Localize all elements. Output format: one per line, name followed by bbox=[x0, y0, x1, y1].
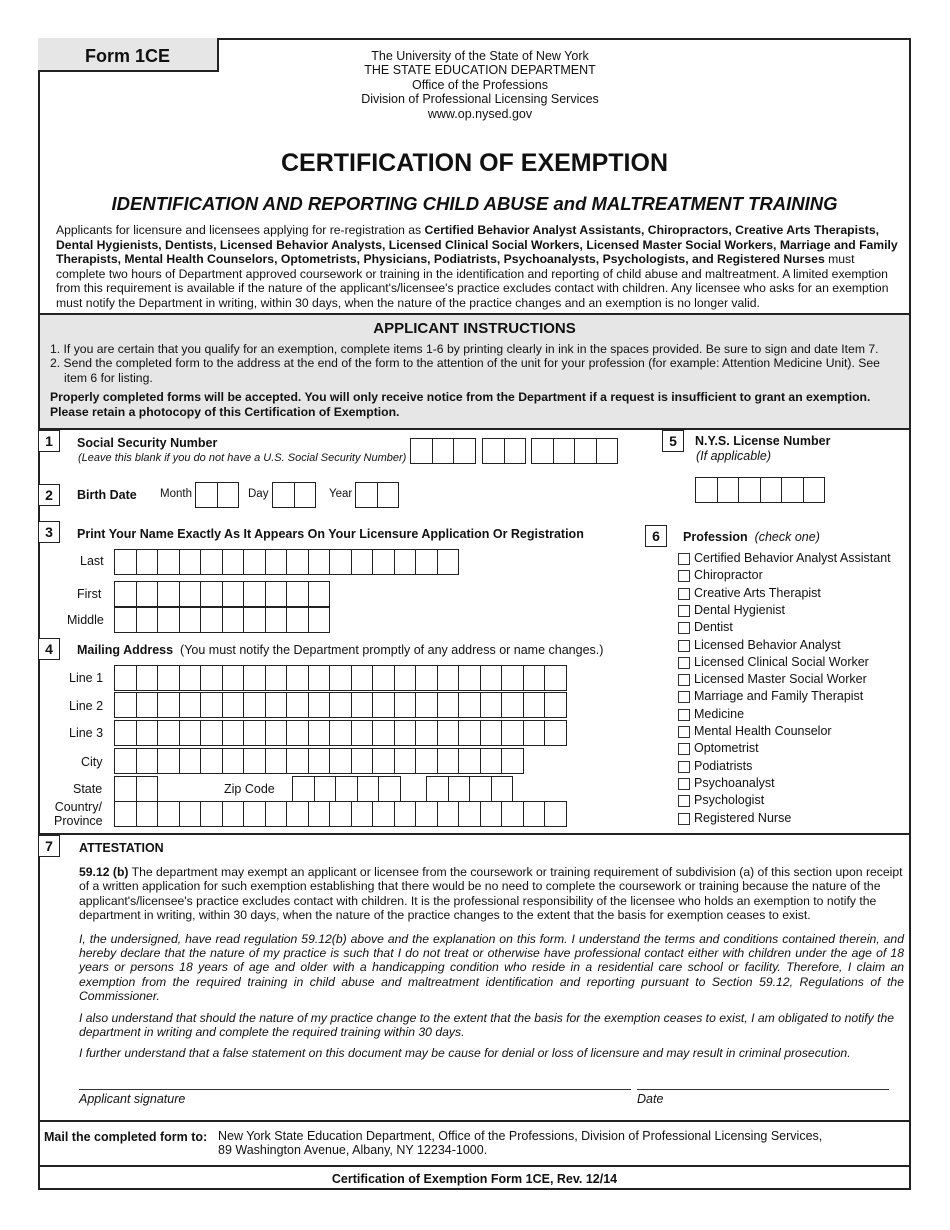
country-label bbox=[54, 800, 103, 828]
declaration-paragraph: I further understand that a false statement on this document may be cause for denial or loss of licensure and may result in criminal prosecution. bbox=[79, 1046, 851, 1061]
declaration-paragraph: I, the undersigned, have read regulation 59.12(b) above and the explanation on this form. I understand the terms and conditions contained therein, and hereby declare that the nature of my practice is such that I do not treat or otherwise have professional contact either with children under the age of 18 years or persons 18 years of age and older with a handicapping condition who reside in a residential care school or facility. Therefore, I claim an exemption from the required training in child abuse and maltreatment identification and reporting pursuant to Section 59.12, Regulations of the Commissioner. bbox=[79, 931, 904, 1004]
profession-option-label: Podiatrists bbox=[694, 758, 753, 773]
profession-option-label: Marriage and Family Therapist bbox=[694, 689, 864, 704]
last-name-input[interactable] bbox=[114, 549, 459, 575]
ssn-note: (Leave this blank if you do not have a U.S. Social Security Number) bbox=[78, 452, 407, 464]
declaration-paragraph: I also understand that should the nature of my practice change to the extent that the basis for the exemption ceases to exist, I am obligated to notify the department in writing and complete the required training within 30 days. bbox=[79, 1010, 895, 1040]
profession-label: Profession bbox=[683, 530, 748, 544]
date-line[interactable] bbox=[637, 1089, 889, 1090]
last-name-label: Last bbox=[80, 554, 104, 568]
item-number: 7 bbox=[38, 835, 60, 857]
agency-website[interactable]: www.op.nysed.gov bbox=[427, 106, 533, 121]
first-name-input[interactable] bbox=[114, 581, 330, 607]
instructions-notice: Properly completed forms will be accepted. You will only receive notice from the Department if a request is insufficient to grant an exemption. Please retain a photocopy of this Certification of Exemption. bbox=[50, 390, 871, 419]
regulation-ref: 59.12 (b) bbox=[79, 865, 129, 879]
zip-code-input[interactable] bbox=[292, 776, 401, 802]
regulation-text bbox=[79, 865, 904, 923]
state-label: State bbox=[73, 782, 103, 796]
form-id: Form 1CE bbox=[84, 46, 171, 66]
profession-option-label: Mental Health Counselor bbox=[694, 724, 832, 738]
year-label: Year bbox=[329, 488, 353, 500]
country-label-line: Country/ bbox=[54, 800, 102, 814]
profession-option-label: Optometrist bbox=[694, 741, 759, 756]
profession-checkbox[interactable] bbox=[678, 605, 690, 617]
profession-option-label: Psychoanalyst bbox=[694, 775, 775, 790]
signature-label: Applicant signature bbox=[79, 1092, 186, 1106]
profession-checkbox[interactable] bbox=[678, 709, 690, 721]
item-number: 6 bbox=[645, 525, 667, 547]
mailing-address-heading bbox=[77, 643, 603, 657]
profession-heading bbox=[683, 530, 820, 544]
profession-checkbox[interactable] bbox=[678, 726, 690, 738]
profession-checkbox[interactable] bbox=[678, 778, 690, 790]
birth-month-input[interactable] bbox=[195, 482, 239, 508]
item-number: 1 bbox=[38, 430, 60, 452]
license-note: (If applicable) bbox=[696, 449, 772, 463]
ssn-label: Social Security Number bbox=[77, 436, 218, 450]
address-line2-input[interactable] bbox=[114, 692, 567, 718]
middle-name-input[interactable] bbox=[114, 607, 330, 633]
agency-line: Division of Professional Licensing Services bbox=[361, 92, 599, 107]
name-label: Print Your Name Exactly As It Appears On Your Licensure Application Or Registration bbox=[77, 527, 584, 541]
profession-option-label: Certified Behavior Analyst Assistant bbox=[694, 551, 891, 565]
state-input[interactable] bbox=[114, 776, 158, 802]
form-id-box bbox=[38, 38, 219, 72]
mailing-address-note: (You must notify the Department promptly of any address or name changes.) bbox=[180, 643, 604, 657]
ssn-group-input[interactable] bbox=[482, 438, 526, 464]
first-name-label: First bbox=[77, 587, 102, 601]
footer-text: Certification of Exemption Form 1CE, Rev. 12/14 bbox=[331, 1172, 618, 1186]
profession-option-label: Medicine bbox=[694, 706, 745, 721]
profession-option-label: Dentist bbox=[694, 620, 733, 635]
profession-checkbox[interactable] bbox=[678, 813, 690, 825]
profession-option-label: Dental Hygienist bbox=[694, 602, 786, 617]
profession-checkbox[interactable] bbox=[678, 691, 690, 703]
zip-code-label: Zip Code bbox=[224, 782, 275, 796]
date-label: Date bbox=[637, 1092, 664, 1106]
form-subtitle: IDENTIFICATION AND REPORTING CHILD ABUSE and MALTREATMENT TRAINING bbox=[111, 193, 838, 214]
profession-checkbox[interactable] bbox=[678, 588, 690, 600]
country-label-line: Province bbox=[54, 814, 103, 828]
profession-option-label: Chiropractor bbox=[694, 568, 763, 583]
mailing-address-label: Mailing Address bbox=[77, 643, 174, 657]
profession-note: (check one) bbox=[754, 530, 820, 544]
address-line3-input[interactable] bbox=[114, 720, 567, 746]
agency-line: Office of the Professions bbox=[412, 77, 548, 92]
address-line1-label: Line 1 bbox=[69, 671, 104, 685]
instruction-item: 1. If you are certain that you qualify for an exemption, complete items 1-6 by printing clearly in ink in the spaces provided. Be sure to sign and date Item 7. bbox=[50, 342, 879, 356]
profession-option-label: Licensed Clinical Social Worker bbox=[694, 654, 869, 669]
city-label: City bbox=[81, 755, 103, 769]
city-input[interactable] bbox=[114, 748, 524, 774]
profession-checkbox[interactable] bbox=[678, 761, 690, 773]
ssn-area-input[interactable] bbox=[410, 438, 476, 464]
instructions-heading: APPLICANT INSTRUCTIONS bbox=[373, 320, 576, 337]
item-number: 3 bbox=[38, 521, 60, 543]
address-line1-input[interactable] bbox=[114, 665, 567, 691]
item-number: 5 bbox=[662, 430, 684, 452]
profession-checkbox[interactable] bbox=[678, 640, 690, 652]
profession-option-label: Licensed Master Social Worker bbox=[694, 672, 867, 687]
profession-checkbox[interactable] bbox=[678, 674, 690, 686]
attestation-heading: ATTESTATION bbox=[79, 841, 164, 855]
agency-line: THE STATE EDUCATION DEPARTMENT bbox=[364, 63, 596, 78]
profession-checkbox[interactable] bbox=[678, 553, 690, 565]
item-number: 4 bbox=[38, 638, 60, 660]
ssn-serial-input[interactable] bbox=[531, 438, 618, 464]
regulation-body: The department may exempt an applicant or licensee from the coursework or training requirement of subdivision (a) of this section upon receipt of a written application for such exemption establishing that there would be no need to complete the coursework or training because the nature of the applicant's/licensee's practice excludes contact with children. It is the professional responsibility of the licensee who holds an exemption to notify the department in writing, within 30 days, when the nature of the practice changes to the extent that the basis for exemption ceases to exist. bbox=[79, 865, 903, 923]
agency-block bbox=[300, 49, 660, 121]
mail-address-line: New York State Education Department, Office of the Professions, Division of Professional Licensing Services, bbox=[218, 1129, 823, 1143]
profession-option-label: Licensed Behavior Analyst bbox=[694, 637, 841, 652]
license-label: N.Y.S. License Number bbox=[695, 434, 831, 448]
attestation-body bbox=[79, 865, 904, 1061]
signature-line[interactable] bbox=[79, 1089, 631, 1090]
intro-paragraph bbox=[56, 223, 898, 311]
zip-plus4-input[interactable] bbox=[426, 776, 513, 802]
mail-label: Mail the completed form to: bbox=[44, 1130, 208, 1144]
agency-line: The University of the State of New York bbox=[371, 49, 589, 63]
form-title: CERTIFICATION OF EXEMPTION bbox=[280, 149, 669, 177]
country-province-input[interactable] bbox=[114, 801, 567, 827]
item-number: 2 bbox=[38, 484, 60, 506]
license-number-input[interactable] bbox=[695, 477, 825, 503]
month-label: Month bbox=[160, 488, 192, 500]
profession-option-label: Psychologist bbox=[694, 793, 765, 808]
profession-checkbox[interactable] bbox=[678, 657, 690, 669]
middle-name-label: Middle bbox=[67, 613, 104, 627]
intro-lead: Applicants for licensure and licensees applying for re-registration as bbox=[56, 223, 425, 237]
intro-rest: must complete two hours of Department approved coursework or training in the identification and reporting of child abuse and maltreatment. A limited exemption from this requirement is available if the nature of the applicant's/licensee's practice excludes contact with children. Any licensee who asks for an exemption must notify the Department in writing, within 30 days, when the nature of the practice changes and an exemption is no longer valid. bbox=[56, 252, 889, 310]
birth-date-label: Birth Date bbox=[77, 488, 137, 502]
profession-checkbox[interactable] bbox=[678, 795, 690, 807]
profession-option-label: Creative Arts Therapist bbox=[694, 585, 821, 600]
profession-option-label: Registered Nurse bbox=[694, 810, 792, 825]
address-line3-label: Line 3 bbox=[69, 726, 104, 740]
mail-address-line: 89 Washington Avenue, Albany, NY 12234-1000. bbox=[218, 1143, 488, 1158]
address-line2-label: Line 2 bbox=[69, 699, 104, 713]
instructions-list bbox=[50, 342, 905, 419]
intro-professions: Certified Behavior Analyst Assistants, Chiropractors, Creative Arts Therapists, Dental Hygienists, Dentists, Licensed Behavior Analysts, Licensed Clinical Social Workers, Licensed Master Social Workers, Marriage and Family Therapists, Mental Health Counselors, Optometrists, Physicians, Podiatrists, Psychoanalysts, Psychologists, and Registered Nurses bbox=[56, 223, 898, 267]
birth-year-input[interactable] bbox=[355, 482, 399, 508]
instruction-item: 2. Send the completed form to the address at the end of the form to the attention of the unit for your profession (for example: Attention Medicine Unit). See item 6 for listing. bbox=[50, 356, 880, 385]
day-label: Day bbox=[248, 488, 269, 500]
profession-checkbox[interactable] bbox=[678, 743, 690, 755]
profession-checkbox[interactable] bbox=[678, 570, 690, 582]
mail-address bbox=[218, 1129, 822, 1157]
profession-checkbox[interactable] bbox=[678, 622, 690, 634]
birth-day-input[interactable] bbox=[272, 482, 316, 508]
